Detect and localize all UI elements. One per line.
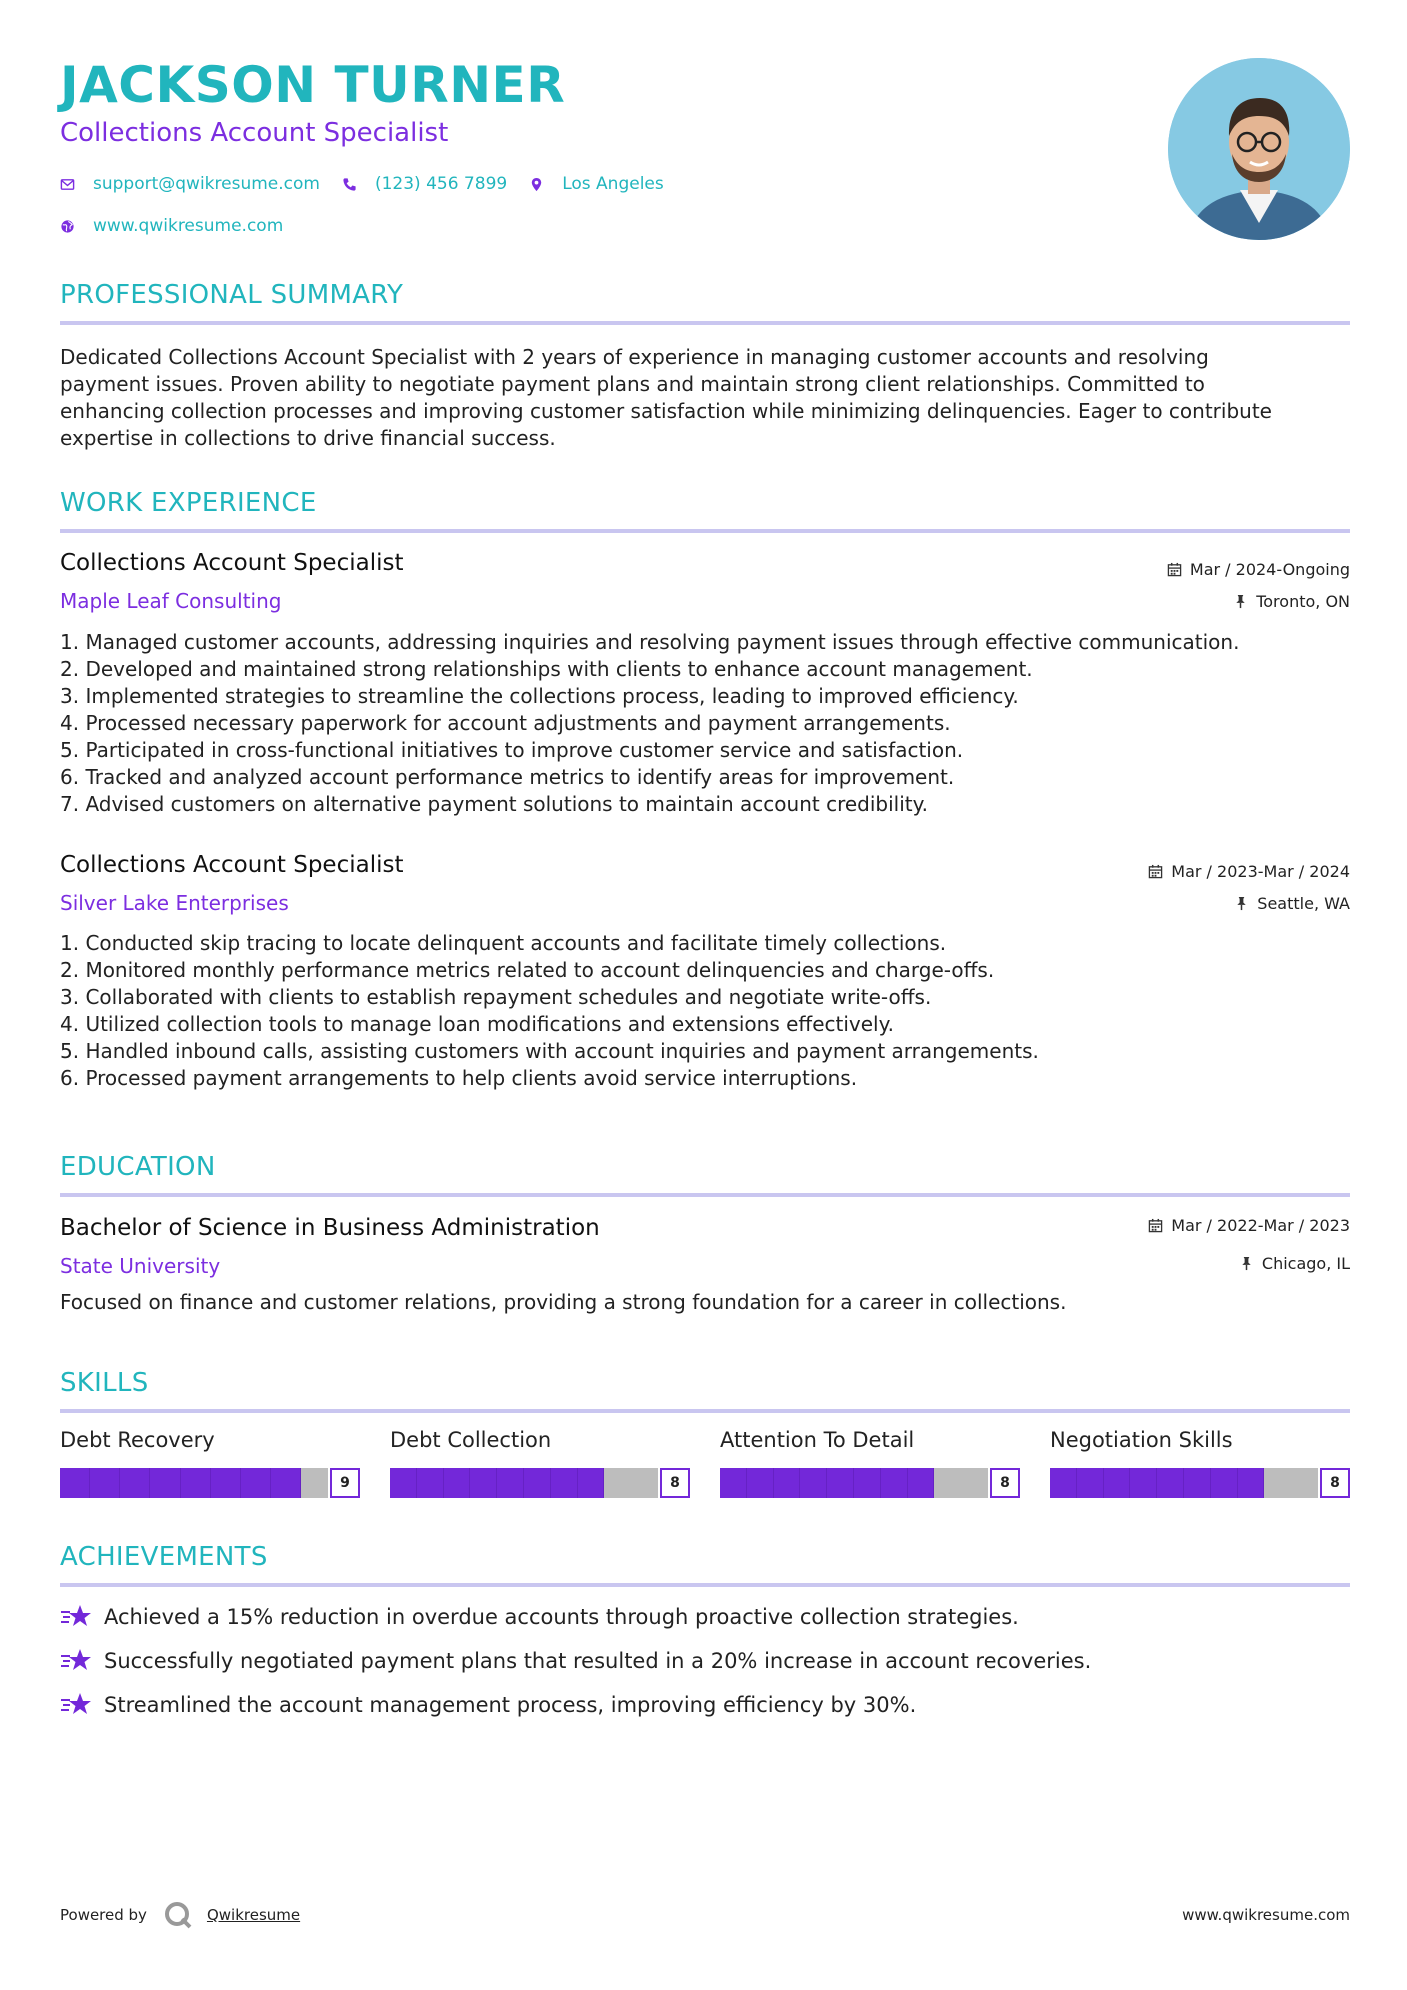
skill-bar-segment — [241, 1468, 271, 1498]
summary-heading: PROFESSIONAL SUMMARY — [60, 280, 404, 310]
skill-bar — [1050, 1468, 1350, 1498]
skill-bar-segment — [1050, 1468, 1077, 1498]
job-dates-text: Mar / 2023-Mar / 2024 — [1171, 862, 1350, 881]
contact-phone[interactable] — [342, 174, 507, 194]
list-item: 6. Processed payment arrangements to help clients avoid service interruptions. — [60, 1066, 858, 1090]
achievement-item — [60, 1603, 1019, 1631]
skill-bar-segment — [150, 1468, 180, 1498]
skills-heading: SKILLS — [60, 1368, 149, 1398]
skill-name: Attention To Detail — [720, 1428, 915, 1452]
skill-bar-segment — [90, 1468, 120, 1498]
skill-score: 8 — [990, 1468, 1020, 1498]
phone-icon — [342, 177, 357, 192]
list-item: 5. Handled inbound calls, assisting customers with account inquiries and payment arrangements. — [60, 1039, 1039, 1063]
skill-name: Negotiation Skills — [1050, 1428, 1233, 1452]
education-heading: EDUCATION — [60, 1152, 216, 1182]
skill-bar-segment — [1104, 1468, 1131, 1498]
profile-photo — [1168, 58, 1350, 240]
globe-icon — [60, 219, 75, 234]
powered-by-text: Powered by — [60, 1906, 147, 1924]
skill-bar-segment — [390, 1468, 417, 1498]
skill-bar-segment — [60, 1468, 90, 1498]
skill-bar-track — [1050, 1468, 1318, 1498]
skill-bar-segment — [827, 1468, 854, 1498]
contact-location — [529, 174, 664, 194]
shooting-star-icon — [60, 1647, 92, 1675]
summary-text — [60, 344, 1350, 452]
skill-bar-segment — [120, 1468, 150, 1498]
school-name: State University — [60, 1254, 221, 1278]
degree-title: Bachelor of Science in Business Administration — [60, 1215, 600, 1241]
skill-bar-track — [390, 1468, 658, 1498]
skill-bar-fill — [720, 1468, 934, 1498]
location-text: Los Angeles — [562, 174, 664, 194]
achievements-heading: ACHIEVEMENTS — [60, 1542, 268, 1572]
list-item: 3. Implemented strategies to streamline the collections process, leading to improved efficiency. — [60, 684, 1019, 708]
education-description: Focused on finance and customer relations, providing a strong foundation for a career in collections. — [60, 1290, 1067, 1314]
list-item: 1. Conducted skip tracing to locate delinquent accounts and facilitate timely collections. — [60, 931, 947, 955]
skill-bar-segment — [747, 1468, 774, 1498]
skill-name: Debt Collection — [390, 1428, 552, 1452]
summary-line: Dedicated Collections Account Specialist with 2 years of experience in managing customer accounts and resolving — [60, 345, 1209, 369]
job-dates-text: Mar / 2024-Ongoing — [1189, 560, 1350, 579]
resume-page — [60, 0, 1350, 1990]
skill-item — [720, 1428, 1020, 1498]
envelope-icon — [60, 177, 75, 192]
job-location-text: Toronto, ON — [1256, 592, 1350, 611]
skills-divider — [60, 1409, 1350, 1413]
skill-bar-segment — [774, 1468, 801, 1498]
skill-bar-segment — [1184, 1468, 1211, 1498]
achievements-divider — [60, 1583, 1350, 1587]
map-pin-icon — [529, 177, 544, 192]
skill-bar-segment — [551, 1468, 578, 1498]
phone-text: (123) 456 7899 — [374, 174, 508, 194]
qwikresume-logo-icon — [163, 1900, 193, 1930]
experience-divider — [60, 529, 1350, 533]
job-bullets — [60, 930, 1350, 1092]
skill-bar-segment — [1130, 1468, 1157, 1498]
skill-bar-segment — [908, 1468, 935, 1498]
job-bullets — [60, 629, 1350, 818]
person-avatar-icon — [1168, 58, 1350, 240]
calendar-icon — [1148, 1218, 1163, 1233]
education-location-text: Chicago, IL — [1261, 1254, 1350, 1273]
pushpin-icon — [1239, 1256, 1254, 1271]
list-item: 4. Processed necessary paperwork for account adjustments and payment arrangements. — [60, 711, 951, 735]
summary-line: expertise in collections to drive financial success. — [60, 426, 556, 450]
skill-item — [390, 1428, 690, 1498]
pushpin-icon — [1234, 896, 1249, 911]
education-dates — [1148, 1216, 1350, 1235]
achievement-text: Successfully negotiated payment plans that resulted in a 20% increase in account recoveries. — [104, 1649, 1092, 1673]
education-dates-text: Mar / 2022-Mar / 2023 — [1171, 1216, 1350, 1235]
skill-score: 9 — [330, 1468, 360, 1498]
skill-bar — [390, 1468, 690, 1498]
contact-website[interactable] — [60, 216, 283, 236]
list-item: 5. Participated in cross-functional initiatives to improve customer service and satisfaction. — [60, 738, 964, 762]
skill-bar-segment — [720, 1468, 747, 1498]
achievement-item — [60, 1691, 916, 1719]
footer-website[interactable]: www.qwikresume.com — [1182, 1906, 1350, 1924]
skill-bar-segment — [800, 1468, 827, 1498]
list-item: 2. Developed and maintained strong relationships with clients to enhance account management. — [60, 657, 1033, 681]
skill-score: 8 — [1320, 1468, 1350, 1498]
job-dates — [1148, 862, 1350, 881]
skill-bar-track — [720, 1468, 988, 1498]
skill-bar-segment — [1077, 1468, 1104, 1498]
contact-row-2 — [60, 216, 305, 236]
achievement-item — [60, 1647, 1091, 1675]
education-divider — [60, 1193, 1350, 1197]
email-text: support@qwikresume.com — [93, 174, 320, 194]
job-title: Collections Account Specialist — [60, 550, 404, 576]
summary-divider — [60, 321, 1350, 325]
candidate-name: JACKSON TURNER — [60, 56, 566, 114]
skill-bar-segment — [1211, 1468, 1238, 1498]
skill-bar-segment — [444, 1468, 471, 1498]
skill-item — [60, 1428, 360, 1498]
contact-email[interactable] — [60, 174, 320, 194]
skill-bar — [60, 1468, 360, 1498]
skill-bar-segment — [578, 1468, 605, 1498]
shooting-star-icon — [60, 1603, 92, 1631]
summary-line: enhancing collection processes and improving customer satisfaction while minimizing delinquencies. Eager to contribute — [60, 399, 1272, 423]
job-location — [1233, 592, 1350, 611]
brand-link[interactable]: Qwikresume — [206, 1906, 301, 1924]
skill-bar-fill — [1050, 1468, 1264, 1498]
skill-bar — [720, 1468, 1020, 1498]
skill-bar-fill — [390, 1468, 604, 1498]
job-dates — [1167, 560, 1350, 579]
job-location — [1234, 894, 1350, 913]
education-location — [1239, 1254, 1350, 1273]
skill-bar-segment — [881, 1468, 908, 1498]
skill-bar-fill — [60, 1468, 301, 1498]
skill-score: 8 — [660, 1468, 690, 1498]
skill-bar-segment — [417, 1468, 444, 1498]
skill-bar-segment — [181, 1468, 211, 1498]
skill-bar-segment — [470, 1468, 497, 1498]
pushpin-icon — [1233, 594, 1248, 609]
skill-bar-segment — [854, 1468, 881, 1498]
shooting-star-icon — [60, 1691, 92, 1719]
list-item: 1. Managed customer accounts, addressing inquiries and resolving payment issues through effective communication. — [60, 630, 1240, 654]
skill-bar-segment — [524, 1468, 551, 1498]
job-company: Silver Lake Enterprises — [60, 891, 289, 915]
footer-powered-by — [60, 1900, 300, 1930]
skill-bar-segment — [1157, 1468, 1184, 1498]
skill-bar-track — [60, 1468, 328, 1498]
list-item: 4. Utilized collection tools to manage loan modifications and extensions effectively. — [60, 1012, 894, 1036]
summary-line: payment issues. Proven ability to negotiate payment plans and maintain strong client relationships. Committed to — [60, 372, 1205, 396]
achievement-text: Streamlined the account management process, improving efficiency by 30%. — [104, 1693, 917, 1717]
job-location-text: Seattle, WA — [1257, 894, 1350, 913]
list-item: 2. Monitored monthly performance metrics related to account delinquencies and charge-offs. — [60, 958, 995, 982]
skill-item — [1050, 1428, 1350, 1498]
skill-name: Debt Recovery — [60, 1428, 215, 1452]
achievement-text: Achieved a 15% reduction in overdue accounts through proactive collection strategies. — [104, 1605, 1019, 1629]
skill-bar-segment — [271, 1468, 301, 1498]
candidate-title: Collections Account Specialist — [60, 118, 449, 148]
list-item: 3. Collaborated with clients to establish repayment schedules and negotiate write-offs. — [60, 985, 932, 1009]
website-text: www.qwikresume.com — [93, 216, 284, 236]
contact-row-1 — [60, 174, 686, 194]
skills-list — [60, 1428, 1350, 1498]
job-company: Maple Leaf Consulting — [60, 589, 282, 613]
skill-bar-segment — [1238, 1468, 1265, 1498]
experience-heading: WORK EXPERIENCE — [60, 488, 317, 518]
calendar-icon — [1167, 562, 1182, 577]
calendar-icon — [1148, 864, 1163, 879]
list-item: 6. Tracked and analyzed account performance metrics to identify areas for improvement. — [60, 765, 955, 789]
job-title: Collections Account Specialist — [60, 852, 404, 878]
list-item: 7. Advised customers on alternative payment solutions to maintain account credibility. — [60, 792, 928, 816]
skill-bar-segment — [497, 1468, 524, 1498]
skill-bar-segment — [211, 1468, 241, 1498]
